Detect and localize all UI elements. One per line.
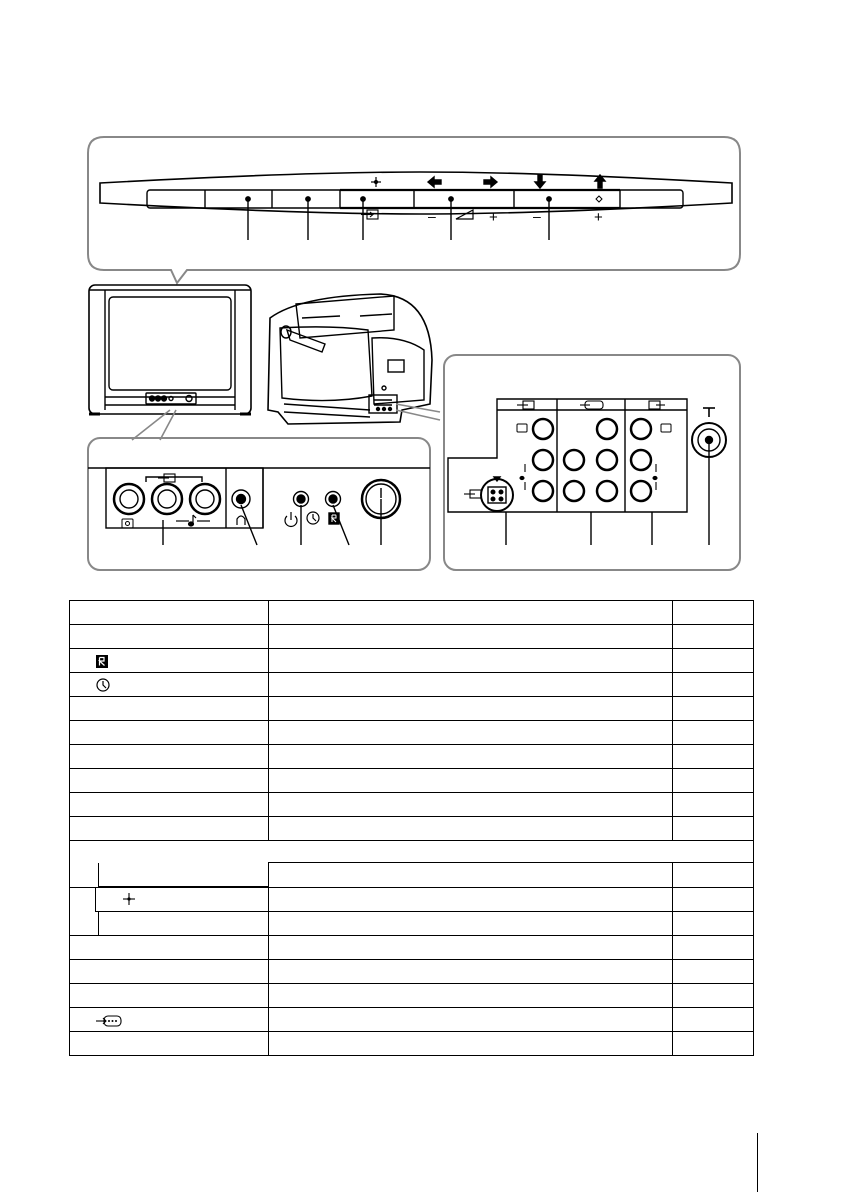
table-cell xyxy=(70,625,269,649)
table-cell xyxy=(70,769,269,793)
input-icon xyxy=(158,474,175,482)
table-row xyxy=(70,673,754,697)
table-row xyxy=(70,721,754,745)
table-row xyxy=(70,625,754,649)
table-cell xyxy=(673,793,754,817)
table-group-row xyxy=(70,912,754,936)
table-group-row xyxy=(70,863,754,888)
table-cell xyxy=(70,960,269,984)
table-cell xyxy=(269,721,673,745)
table-row xyxy=(70,984,754,1008)
plus-mark: + xyxy=(489,209,498,226)
rear-panel xyxy=(448,399,726,512)
table-cell xyxy=(70,673,269,697)
table-cell xyxy=(70,697,269,721)
table-cell xyxy=(269,1008,673,1032)
front-panel-callout xyxy=(88,438,430,570)
table-cell xyxy=(70,984,269,1008)
arrow-down-icon xyxy=(535,175,545,188)
output-icon xyxy=(649,401,665,409)
parts-table xyxy=(69,600,754,1056)
antenna-icon xyxy=(703,408,715,417)
reset-icon xyxy=(96,655,108,668)
video-icon xyxy=(122,519,133,528)
table-cell xyxy=(70,887,269,912)
table-cell xyxy=(673,863,754,888)
table-row xyxy=(70,1032,754,1056)
table-cell xyxy=(70,721,269,745)
table-cell xyxy=(673,960,754,984)
table-row xyxy=(70,817,754,841)
table-cell xyxy=(70,1032,269,1056)
table-cell xyxy=(70,936,269,960)
table-cell xyxy=(673,745,754,769)
table-cell xyxy=(673,769,754,793)
table-cell xyxy=(269,817,673,841)
monitor-out-icon xyxy=(96,1015,122,1027)
tv-front-illustration xyxy=(89,285,251,414)
arrow-left-icon xyxy=(428,177,441,187)
table-cell xyxy=(673,601,754,625)
table-cell xyxy=(70,649,269,673)
table-cell xyxy=(269,673,673,697)
table-cell xyxy=(673,912,754,936)
tv-rear-illustration xyxy=(268,294,432,424)
minus-mark: – xyxy=(428,208,436,224)
rear-panel-callout xyxy=(444,355,740,570)
table-cell xyxy=(673,649,754,673)
table-cell xyxy=(70,841,754,863)
crosshair-icon xyxy=(371,177,381,187)
table-group-header xyxy=(70,841,754,863)
svideo-icon xyxy=(464,490,481,498)
table-cell xyxy=(70,745,269,769)
table-cell xyxy=(269,697,673,721)
table-cell xyxy=(269,984,673,1008)
power-icon xyxy=(285,512,297,526)
table-cell xyxy=(269,793,673,817)
table-row xyxy=(70,769,754,793)
table-row xyxy=(70,745,754,769)
table-row xyxy=(70,649,754,673)
table-cell xyxy=(673,673,754,697)
video-icon xyxy=(517,424,671,432)
table-cell xyxy=(269,960,673,984)
control-strip xyxy=(100,172,732,240)
rear-panel-leaders xyxy=(506,444,709,545)
table-cell xyxy=(269,769,673,793)
table-row xyxy=(70,697,754,721)
table-cell xyxy=(269,745,673,769)
table-cell xyxy=(269,649,673,673)
control-strip-callout xyxy=(88,137,740,283)
table-cell xyxy=(673,1008,754,1032)
table-cell xyxy=(70,912,269,936)
table-row xyxy=(70,793,754,817)
table-row xyxy=(70,1008,754,1032)
table-cell xyxy=(269,887,673,912)
table-cell xyxy=(673,1032,754,1056)
table-cell xyxy=(269,936,673,960)
headphones-icon xyxy=(237,516,245,525)
tv-controls-figure xyxy=(0,0,842,590)
table-cell xyxy=(673,887,754,912)
table-cell xyxy=(673,625,754,649)
table-cell xyxy=(673,984,754,1008)
table-cell xyxy=(673,697,754,721)
table-row xyxy=(70,960,754,984)
audio-icon xyxy=(176,515,210,526)
table-cell xyxy=(70,1008,269,1032)
table-cell xyxy=(673,817,754,841)
monitor-out-icon xyxy=(580,401,603,409)
table-cell xyxy=(269,625,673,649)
table-cell xyxy=(269,912,673,936)
table-cell xyxy=(70,793,269,817)
front-panel xyxy=(88,468,430,528)
front-panel-leaders xyxy=(163,499,381,545)
timer-icon xyxy=(96,678,110,692)
table-row xyxy=(70,936,754,960)
crosshair-icon xyxy=(122,892,136,906)
timer-icon xyxy=(307,512,319,524)
table-cell xyxy=(673,721,754,745)
table-cell xyxy=(269,1032,673,1056)
plus-mark: + xyxy=(594,209,603,226)
table-cell xyxy=(269,601,673,625)
table-header-row xyxy=(70,601,754,625)
page-margin-rule xyxy=(757,1133,758,1192)
table-cell xyxy=(70,601,269,625)
minus-mark: – xyxy=(533,208,541,224)
arrow-right-icon xyxy=(484,177,497,187)
table-cell xyxy=(70,817,269,841)
input-icon xyxy=(517,401,534,409)
table-cell xyxy=(70,863,269,888)
table-cell xyxy=(269,863,673,888)
table-group-row xyxy=(70,887,754,912)
table-cell xyxy=(673,936,754,960)
